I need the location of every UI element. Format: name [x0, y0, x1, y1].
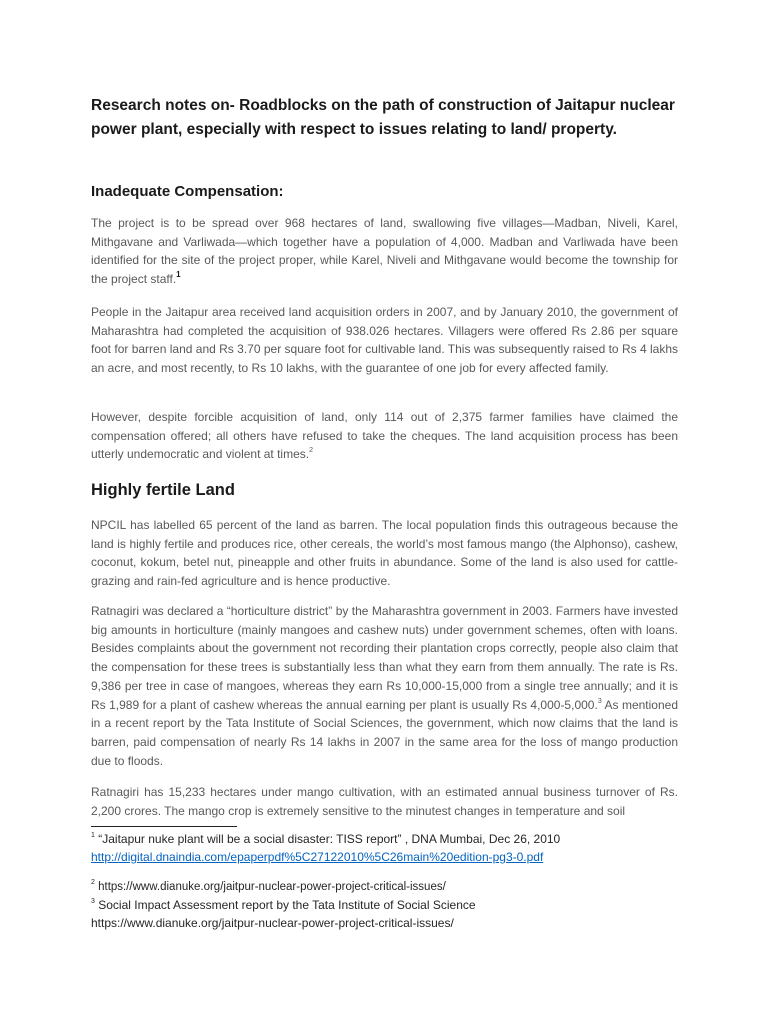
footnote-separator [91, 826, 237, 827]
paragraph-npcil-barren: NPCIL has labelled 65 percent of the land as barren. The local population finds this outrageous because the land is highly fertile and produces rice, other cereals, the world’s most famous mango (the Alphonso), cashew, coconut, kokum, betel nut, pineapple and other fruits in abundance. Some of the land is also used for cattle-grazing and rain-fed agriculture and is hence productive. [91, 518, 678, 589]
paragraph-mango-cultivation: Ratnagiri has 15,233 hectares under mango cultivation, with an estimated annual business turnover of Rs. 2,200 crores. The mango crop is extremely sensitive to the minutest changes in temperature and soil [91, 785, 678, 818]
footnote-ref-2[interactable]: 2 [309, 447, 314, 455]
footnote-marker: 1 [91, 832, 95, 839]
paragraph-compensation-refused: However, despite forcible acquisition of land, only 114 out of 2,375 farmer families have claimed the compensation offered; all others have refused to take the cheques. The land acquisition process has been utterly undemocratic and violent at times.$^2$ [91, 410, 678, 462]
footnote-ref-1[interactable]: 1 [176, 270, 181, 280]
footnote-1-link[interactable]: http://digital.dnaindia.com/epaperpdf%5C27122010%5C26main%20edition-pg3-0.pdf [91, 850, 544, 864]
footnote-2: $^2$ https://www.dianuke.org/jaitpur-nuclear-power-project-critical-issues/ [91, 879, 446, 893]
section-heading-inadequate-compensation: Inadequate Compensation: [91, 183, 284, 200]
footnote-marker: 3 [91, 898, 95, 905]
paragraph-land-acquisition: People in the Jaitapur area received land acquisition orders in 2007, and by January 2010, the government of Maharashtra had completed the acquisition of 938.026 hectares. Villagers were offered Rs 2.86 per square foot for barren land and Rs 3.70 per square foot for cultivable land. This was subsequently raised to Rs 4 lakhs an acre, and most recently, to Rs 10 lakhs, with the guarantee of one job for every affected family. [91, 305, 678, 376]
paragraph-project-spread: The project is to be spread over 968 hectares of land, swallowing five villages—Madban, Niveli, Karel, Mithgavane and Varliwada—which together have a population of 4,000. Madban and Varliwada have been identified for the site of the project proper, while Karel, Niveli and Mithgavane would become the township for the project staff.$^1$ [91, 216, 678, 287]
document-title: Research notes on- Roadblocks on the path of construction of Jaitapur nuclear power plant, especially with respect to issues relating to land/ property. [91, 97, 675, 138]
footnote-3: $^3$ Social Impact Assessment report by the Tata Institute of Social Science [91, 898, 476, 912]
footnote-ref-3[interactable]: 3 [597, 697, 602, 705]
footnote-1: $^1$ “Jaitapur nuke plant will be a social disaster: TISS report” , DNA Mumbai, Dec 26, 2010 [91, 832, 561, 846]
paragraph-horticulture-district: Ratnagiri was declared a “horticulture district” by the Maharashtra government in 2003. Farmers have invested big amounts in horticulture (mainly mangoes and cashew nuts) under government schemes, often with loans. Besides complaints about the government not recording their plantation crops correctly, people also claim that the compensation for these trees is substantially less than what they earn from them annually. The rate is Rs. 9,386 per tree in case of mangoes, whereas they earn Rs 10,000-15,000 from a single tree annually; and it is Rs 1,989 for a plant of cashew whereas the annual earning per plant is usually Rs 4,000-5,000.$^3$ As mentioned in a recent report by the Tata Institute of Social Sciences, the government, which now claims that the land is barren, paid compensation of nearly Rs 14 lakhs in 2007 in the same area for the loss of mango production due to floods. [91, 604, 678, 768]
footnote-3-url: https://www.dianuke.org/jaitpur-nuclear-power-project-critical-issues/ [91, 916, 454, 930]
section-heading-highly-fertile-land: Highly fertile Land [91, 481, 235, 499]
footnote-marker: 2 [91, 879, 95, 887]
